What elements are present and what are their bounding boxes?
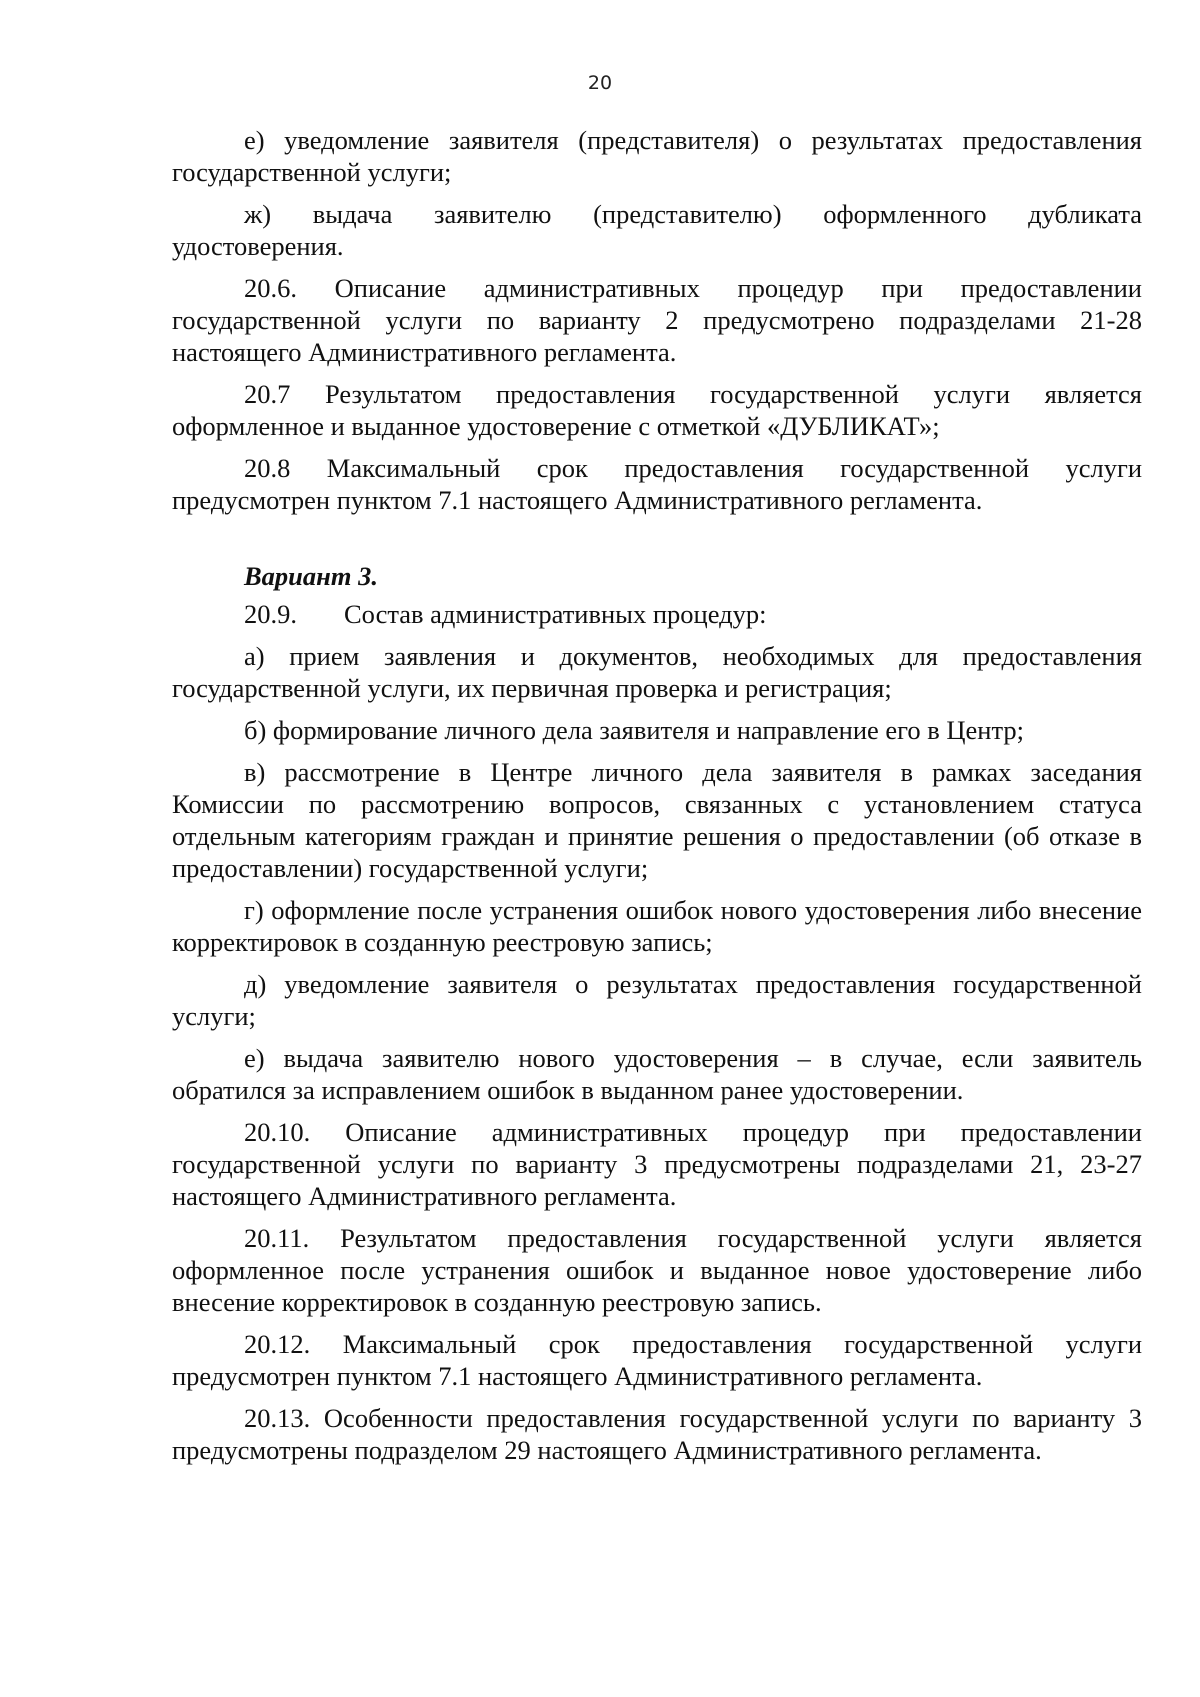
paragraph-20-10: 20.10. Описание административных процедур при предоставлении государственной услуги по варианту 3 предусмотрены подразделами 21, 23-27 настоящего Административного регламента. [172, 1117, 1142, 1211]
paragraph-e-notification: е) уведомление заявителя (представителя) о результатах предоставления государственной услуги; [172, 125, 1142, 187]
variant-3-heading: Вариант 3. [244, 561, 378, 591]
paragraph-20-8: 20.8 Максимальный срок предоставления государственной услуги предусмотрен пунктом 7.1 настоящего Административного регламента. [172, 453, 1142, 515]
list-item-e: е) выдача заявителю нового удостоверения – в случае, если заявитель обратился за исправлением ошибок в выданном ранее удостоверении. [172, 1043, 1142, 1105]
list-item-d: д) уведомление заявителя о результатах предоставления государственной услуги; [172, 969, 1142, 1031]
paragraph-20-11: 20.11. Результатом предоставления государственной услуги является оформленное после устранения ошибок и выданное новое удостоверение либо внесение корректировок в созданную реестровую запись. [172, 1223, 1142, 1317]
paragraph-20-9 [244, 598, 1142, 630]
page-number: 20 [587, 72, 613, 94]
paragraph-20-7: 20.7 Результатом предоставления государственной услуги является оформленное и выданное удостоверение с отметкой «ДУБЛИКАТ»; [172, 379, 1142, 441]
clause-number: 20.9. [244, 599, 297, 629]
document-body [172, 124, 1142, 1476]
paragraph-zh-issuance: ж) выдача заявителю (представителю) оформленного дубликата удостоверения. [172, 199, 1142, 261]
paragraph-20-12: 20.12. Максимальный срок предоставления государственной услуги предусмотрен пунктом 7.1 настоящего Административного регламента. [172, 1329, 1142, 1391]
paragraph-20-6: 20.6. Описание административных процедур при предоставлении государственной услуги по варианту 2 предусмотрено подразделами 21-28 настоящего Административного регламента. [172, 273, 1142, 367]
paragraph-20-13: 20.13. Особенности предоставления государственной услуги по варианту 3 предусмотрены подразделом 29 настоящего Административного регламента. [172, 1403, 1142, 1465]
list-item-g: г) оформление после устранения ошибок нового удостоверения либо внесение корректировок в созданную реестровую запись; [172, 895, 1142, 957]
list-item-v: в) рассмотрение в Центре личного дела заявителя в рамках заседания Комиссии по рассмотрению вопросов, связанных с установлением статуса отдельным категориям граждан и принятие решения о предоставлении (об отказе в предоставлении) государственной услуги; [172, 757, 1142, 883]
list-item-a: а) прием заявления и документов, необходимых для предоставления государственной услуги, их первичная проверка и регистрация; [172, 641, 1142, 703]
clause-text: Состав административных процедур: [344, 599, 767, 629]
list-item-b: б) формирование личного дела заявителя и направление его в Центр; [244, 715, 1025, 745]
